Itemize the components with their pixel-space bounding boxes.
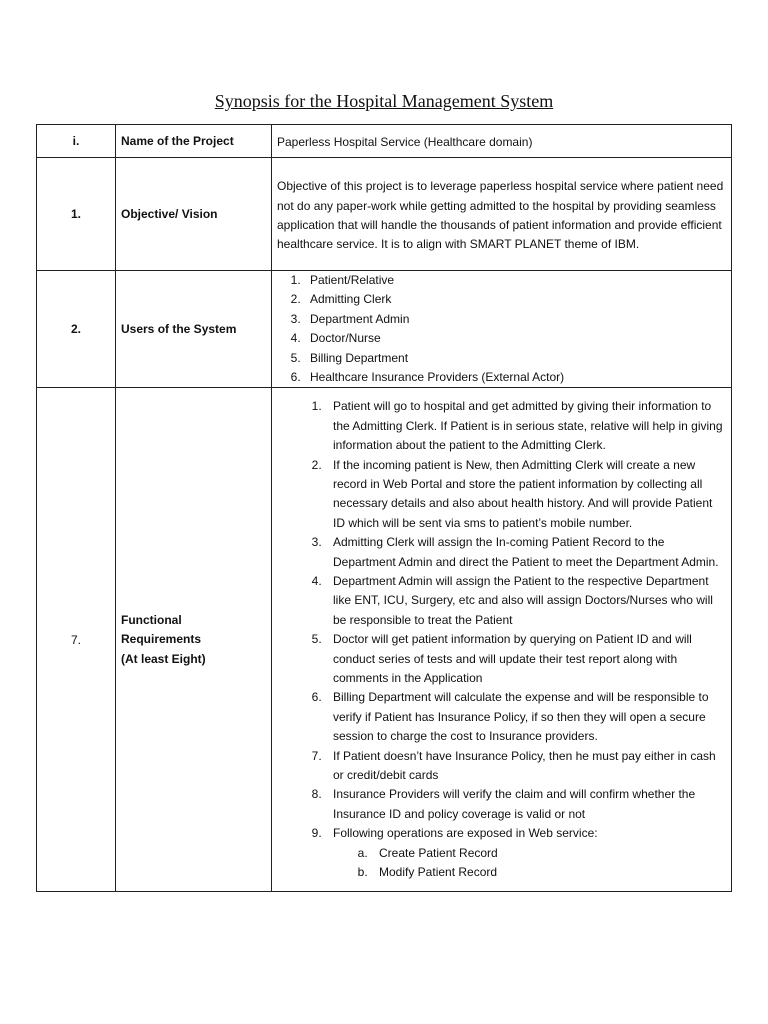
row-value: [272, 158, 732, 271]
row-label-line: (At least Eight): [121, 651, 206, 666]
row-label: Name of the Project: [116, 125, 272, 158]
list-item: 6. Healthcare Insurance Providers (External Actor): [304, 368, 727, 387]
list-item: 2. If the incoming patient is New, then Admitting Clerk will create a new record in Web Portal and store the patient information by collecting all necessary details and also about health history. And will provide Patient ID which will be sent via sms to patient’s mobile number.: [325, 456, 727, 534]
list-item: 8. Insurance Providers will verify the claim and will confirm whether the Insurance ID and policy coverage is valid or not: [325, 785, 727, 824]
row-number: i.: [37, 125, 116, 158]
list-item: 4. Department Admin will assign the Patient to the respective Department like ENT, ICU, Surgery, etc and also will assign Doctors/Nurses who will be responsible to treat the Patient: [325, 572, 727, 630]
list-item: 2. Admitting Clerk: [304, 290, 727, 309]
row-label-line: Functional: [121, 612, 182, 627]
row-label-line: Requirements: [121, 632, 202, 647]
list-item: 5. Doctor will get patient information by querying on Patient ID and will conduct series of tests and will update their test report along with comments in the Application: [325, 630, 727, 688]
row-label: Users of the System: [116, 271, 272, 388]
document-title: Synopsis for the Hospital Management System: [214, 91, 554, 111]
sub-list-item: a. Create Patient Record: [371, 844, 727, 863]
list-item: 7. If Patient doesn’t have Insurance Policy, then he must pay either in cash or credit/debit cards: [325, 747, 727, 786]
row-value: [272, 271, 732, 388]
row-number: 7.: [37, 388, 116, 892]
table-row: [37, 158, 732, 271]
table-row: [37, 271, 732, 388]
list-item: 1. Patient/Relative: [304, 271, 727, 290]
row-value: [272, 388, 732, 892]
row-label: [116, 388, 272, 892]
table-row: [37, 388, 732, 892]
sub-list-item: b. Modify Patient Record: [371, 863, 727, 882]
list-item-text: Following operations are exposed in Web service:: [333, 826, 598, 841]
row-value: [272, 125, 732, 158]
row-label: Objective/ Vision: [116, 158, 272, 271]
project-name: Paperless Hospital Service (Healthcare domain): [277, 134, 533, 149]
list-item: 3. Department Admin: [304, 310, 727, 329]
functional-requirements-list: [277, 397, 727, 882]
users-list: [277, 271, 727, 387]
list-item: 6. Billing Department will calculate the expense and will be responsible to verify if Patient has Insurance Policy, if so then they will open a secure session to charge the cost to Insurance providers.: [325, 688, 727, 746]
table-row: [37, 125, 732, 158]
list-item: [325, 824, 727, 882]
list-item: 4. Doctor/Nurse: [304, 329, 727, 348]
row-number: 1.: [37, 158, 116, 271]
row-number: 2.: [37, 271, 116, 388]
list-item: 5. Billing Department: [304, 349, 727, 368]
list-item: 1. Patient will go to hospital and get admitted by giving their information to the Admitting Clerk. If Patient is in serious state, relative will help in giving information about the patient to the Admitting Clerk.: [325, 397, 727, 455]
list-item: 3. Admitting Clerk will assign the In-coming Patient Record to the Department Admin and direct the Patient to meet the Department Admin.: [325, 533, 727, 572]
synopsis-table: [36, 124, 732, 892]
web-service-operations-list: [333, 844, 727, 883]
objective-text: Objective of this project is to leverage paperless hospital service where patient need not do any paper-work while getting admitted to the hospital by providing seamless application that will handle the thousands of patient information and provide efficient healthcare service. It is to align with SMART PLANET theme of IBM.: [277, 179, 724, 252]
